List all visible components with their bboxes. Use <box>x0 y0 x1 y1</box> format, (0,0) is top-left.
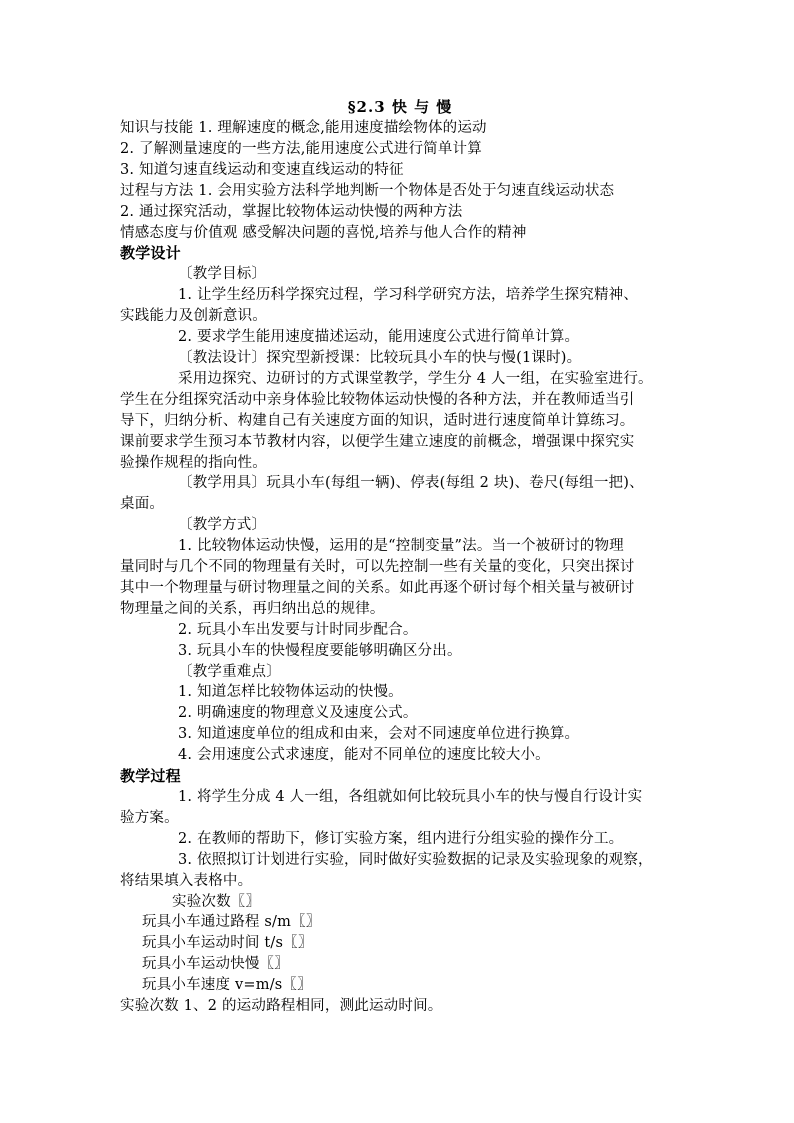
objective-line: 3. 知道匀速直线运动和变速直线运动的特征 <box>120 161 404 178</box>
mode-item-2: 2. 玩具小车出发要与计时同步配合。 <box>178 621 418 638</box>
paragraph-line: 导下，归纳分析、构建自己有关速度方面的知识，适时进行速度简单计算练习。 <box>120 412 635 429</box>
mode-item-1-cont: 物理量之间的关系，再归纳出总的规律。 <box>120 600 385 617</box>
table-row: 实验次数〖〗 <box>172 893 261 910</box>
goal-item-2: 2. 要求学生能用速度描述运动，能用速度公式进行简单计算。 <box>178 329 580 346</box>
key-item: 3. 知道速度单位的组成和由来，会对不同速度单位进行换算。 <box>178 726 580 743</box>
mode-item-3: 3. 玩具小车的快慢程度要能够明确区分出。 <box>178 642 462 659</box>
objective-line: 2. 了解测量速度的一些方法,能用速度公式进行简单计算 <box>120 140 482 157</box>
tools-line-cont: 桌面。 <box>120 496 165 513</box>
process-step-3: 3. 依照拟订计划进行实验，同时做好实验数据的记录及实验现象的观察， <box>178 851 653 868</box>
objective-line: 过程与方法 1. 会用实验方法科学地判断一个物体是否处于匀速直线运动状态 <box>120 182 615 199</box>
section-heading-design: 教学设计 <box>120 244 181 263</box>
method-design: 〔教法设计〕探究型新授课：比较玩具小车的快与慢(1课时)。 <box>178 349 582 366</box>
paragraph-line: 学生在分组探究活动中亲身体验比较物体运动快慢的各种方法，并在教师适当引 <box>120 391 635 408</box>
goal-item-1: 1. 让学生经历科学探究过程，学习科学研究方法，培养学生探究精神、 <box>178 287 639 304</box>
objective-line: 情感态度与价值观 感受解决问题的喜悦,培养与他人合作的精神 <box>120 224 527 241</box>
key-item: 1. 知道怎样比较物体运动的快慢。 <box>178 684 403 701</box>
mode-label: 〔教学方式〕 <box>178 517 267 534</box>
closing-line: 实验次数 1、2 的运动路程相同，测此运动时间。 <box>120 998 443 1015</box>
table-row: 玩具小车速度 v=m/s〖〗 <box>142 977 312 994</box>
goal-label: 〔教学目标〕 <box>178 266 267 283</box>
objective-line: 2. 通过探究活动，掌握比较物体运动快慢的两种方法 <box>120 203 463 220</box>
page-title: §2.3 快 与 慢 <box>347 98 453 116</box>
mode-item-1-cont: 其中一个物理量与研讨物理量之间的关系。如此再逐个研讨每个相关量与被研讨 <box>120 579 635 596</box>
mode-item-1-cont: 量同时与几个不同的物理量有关时，可以先控制一些有关量的变化，只突出探讨 <box>120 559 635 576</box>
process-step-2: 2. 在教师的帮助下，修订实验方案，组内进行分组实验的操作分工。 <box>178 830 624 847</box>
objective-line: 知识与技能 1. 理解速度的概念,能用速度描绘物体的运动 <box>120 120 487 136</box>
key-item: 2. 明确速度的物理意义及速度公式。 <box>178 705 418 722</box>
table-row: 玩具小车通过路程 s/m〖〗 <box>142 914 321 931</box>
mode-item-1: 1. 比较物体运动快慢，运用的是“控制变量”法。当一个被研讨的物理 <box>178 538 624 555</box>
paragraph-line: 课前要求学生预习本节教材内容，以便学生建立速度的前概念，增强课中探究实 <box>120 433 635 450</box>
process-step-1-cont: 验方案。 <box>120 809 179 826</box>
key-label: 〔教学重难点〕 <box>178 663 281 680</box>
document-page <box>120 96 680 1017</box>
process-step-3-cont: 将结果填入表格中。 <box>120 872 253 889</box>
table-row: 玩具小车运动快慢〖〗 <box>142 956 289 973</box>
key-item: 4. 会用速度公式求速度，能对不同单位的速度比较大小。 <box>178 747 550 764</box>
process-step-1: 1. 将学生分成 4 人一组，各组就如何比较玩具小车的快与慢自行设计实 <box>178 789 643 805</box>
section-heading-process: 教学过程 <box>120 767 181 786</box>
table-row: 玩具小车运动时间 t/s〖〗 <box>142 935 313 952</box>
goal-item-1-cont: 实践能力及创新意识。 <box>120 308 267 325</box>
tools-line: 〔教学用具〕玩具小车(每组一辆)、停表(每组 2 块)、卷尺(每组一把)、 <box>178 475 644 492</box>
paragraph-line: 验操作规程的指向性。 <box>120 454 267 471</box>
paragraph-line: 采用边探究、边研讨的方式课堂教学，学生分 4 人一组，在实验室进行。 <box>178 370 653 387</box>
